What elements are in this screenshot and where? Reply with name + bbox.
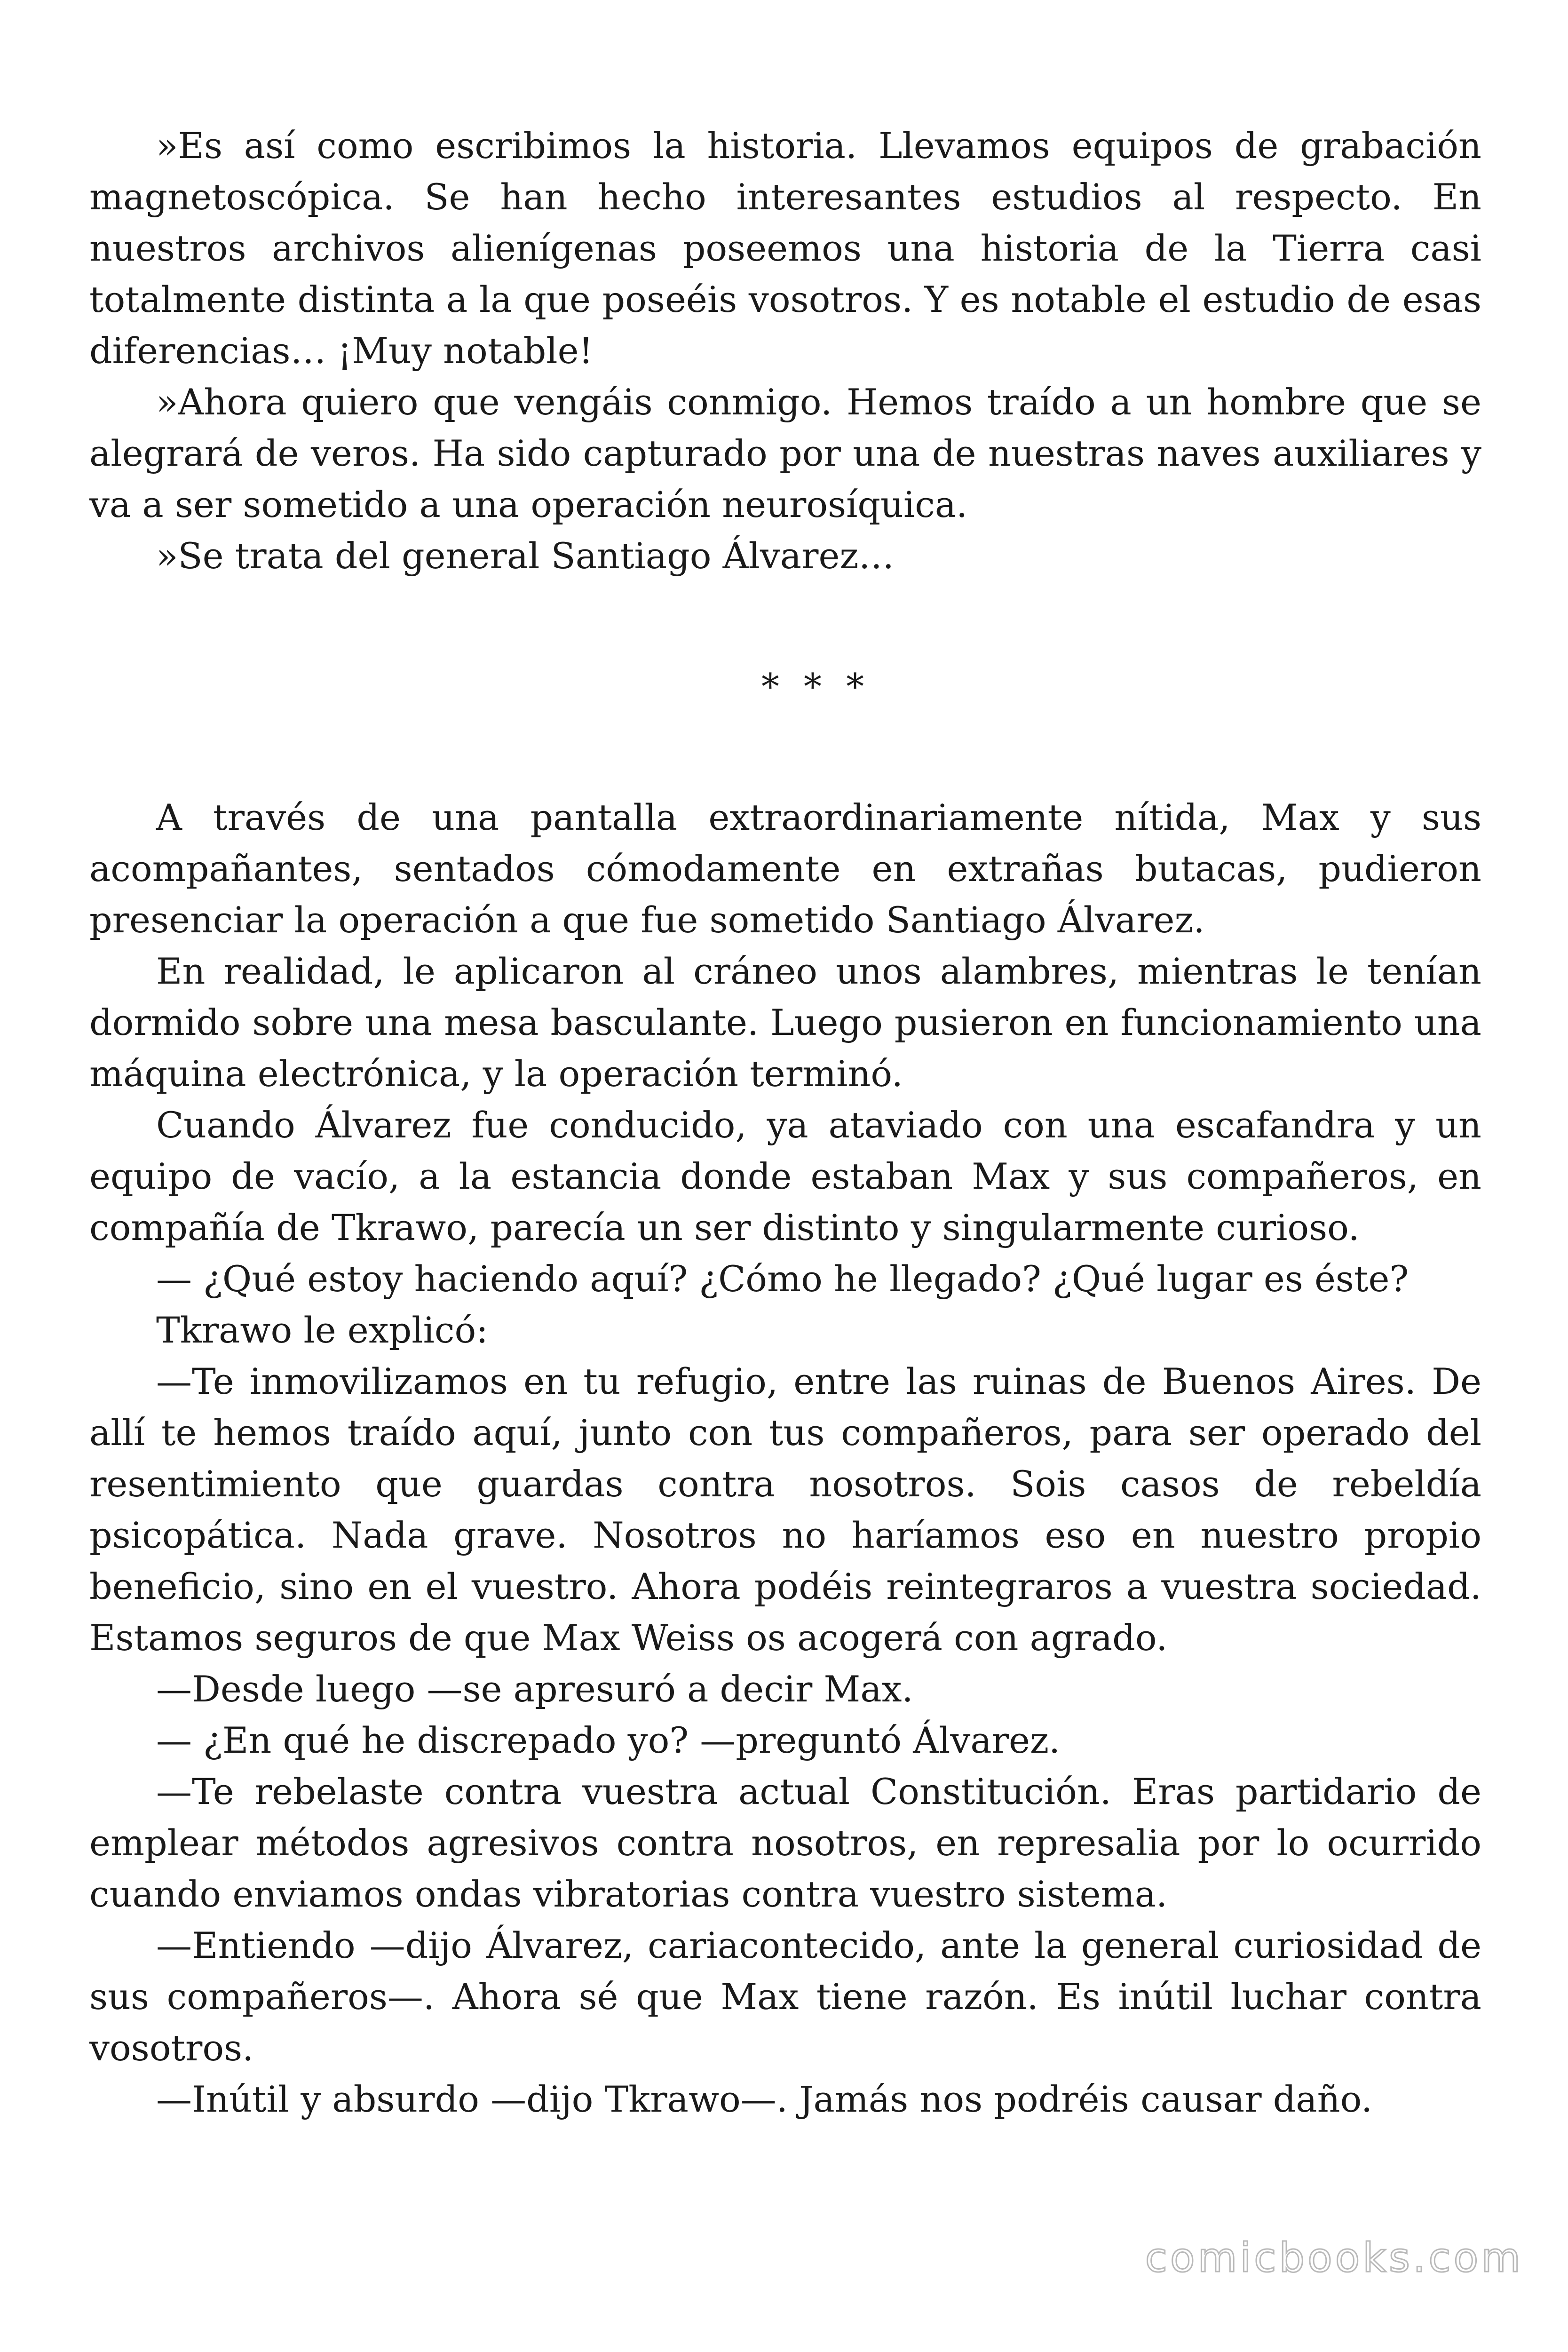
paragraph: »Se trata del general Santiago Álvarez…	[156, 535, 895, 577]
paragraph: »Es así como escribimos la historia. Llevamos equipos de grabación magnetoscópica. Se han hecho interesantes estudios al respecto. En nuestros archivos alienígenas poseemos una historia de la Tierra casi totalmente distinta a la que poseéis vosotros. Y es notable el estudio de esas diferencias… ¡Muy notable!	[89, 125, 1481, 372]
paragraph: —Entiendo —dijo Álvarez, cariacontecido, ante la general curiosidad de sus compañeros—. Ahora sé que Max tiene razón. Es inútil luchar contra vosotros.	[89, 1924, 1481, 2069]
text-block-before-break	[89, 120, 1481, 581]
body-text	[89, 120, 1481, 2125]
section-break-asterisks: * * *	[761, 666, 871, 707]
section-break	[89, 581, 1481, 792]
paragraph: —Desde luego —se apresuró a decir Max.	[156, 1668, 913, 1710]
paragraph: Cuando Álvarez fue conducido, ya ataviado con una escafandra y un equipo de vacío, a la estancia donde estaban Max y sus compañeros, en compañía de Tkrawo, parecía un ser distinto y singularmente curioso.	[89, 1104, 1481, 1248]
text-block-after-break	[89, 792, 1481, 2125]
paragraph: —Te inmovilizamos en tu refugio, entre las ruinas de Buenos Aires. De allí te hemos traído aquí, junto con tus compañeros, para ser operado del resentimiento que guardas contra nosotros. Sois casos de rebeldía psicopática. Nada grave. Nosotros no haríamos eso en nuestro propio beneficio, sino en el vuestro. Ahora podéis reintegraros a vuestra sociedad. Estamos seguros de que Max Weiss os acogerá con agrado.	[89, 1360, 1481, 1659]
paragraph: —Inútil y absurdo —dijo Tkrawo—. Jamás nos podréis causar daño.	[156, 2078, 1373, 2120]
paragraph: —Te rebelaste contra vuestra actual Constitución. Eras partidario de emplear métodos agresivos contra nosotros, en represalia por lo ocurrido cuando enviamos ondas vibratorias contra vuestro sistema.	[89, 1771, 1481, 1915]
watermark: comicbooks.com	[1145, 2234, 1523, 2281]
paragraph: A través de una pantalla extraordinariamente nítida, Max y sus acompañantes, sentados cómodamente en extrañas butacas, pudieron presenciar la operación a que fue sometido Santiago Álvarez.	[89, 796, 1481, 941]
paragraph: En realidad, le aplicaron al cráneo unos alambres, mientras le tenían dormido sobre una mesa basculante. Luego pusieron en funcionamiento una máquina electrónica, y la operación terminó.	[89, 950, 1481, 1095]
paragraph: Tkrawo le explicó:	[156, 1309, 488, 1351]
paragraph: — ¿En qué he discrepado yo? —preguntó Álvarez.	[156, 1719, 1061, 1761]
paragraph: »Ahora quiero que vengáis conmigo. Hemos traído a un hombre que se alegrará de veros. Ha sido capturado por una de nuestras naves auxiliares y va a ser sometido a una operación neurosíquica.	[89, 381, 1481, 525]
paragraph: — ¿Qué estoy haciendo aquí? ¿Cómo he llegado? ¿Qué lugar es éste?	[156, 1258, 1409, 1300]
